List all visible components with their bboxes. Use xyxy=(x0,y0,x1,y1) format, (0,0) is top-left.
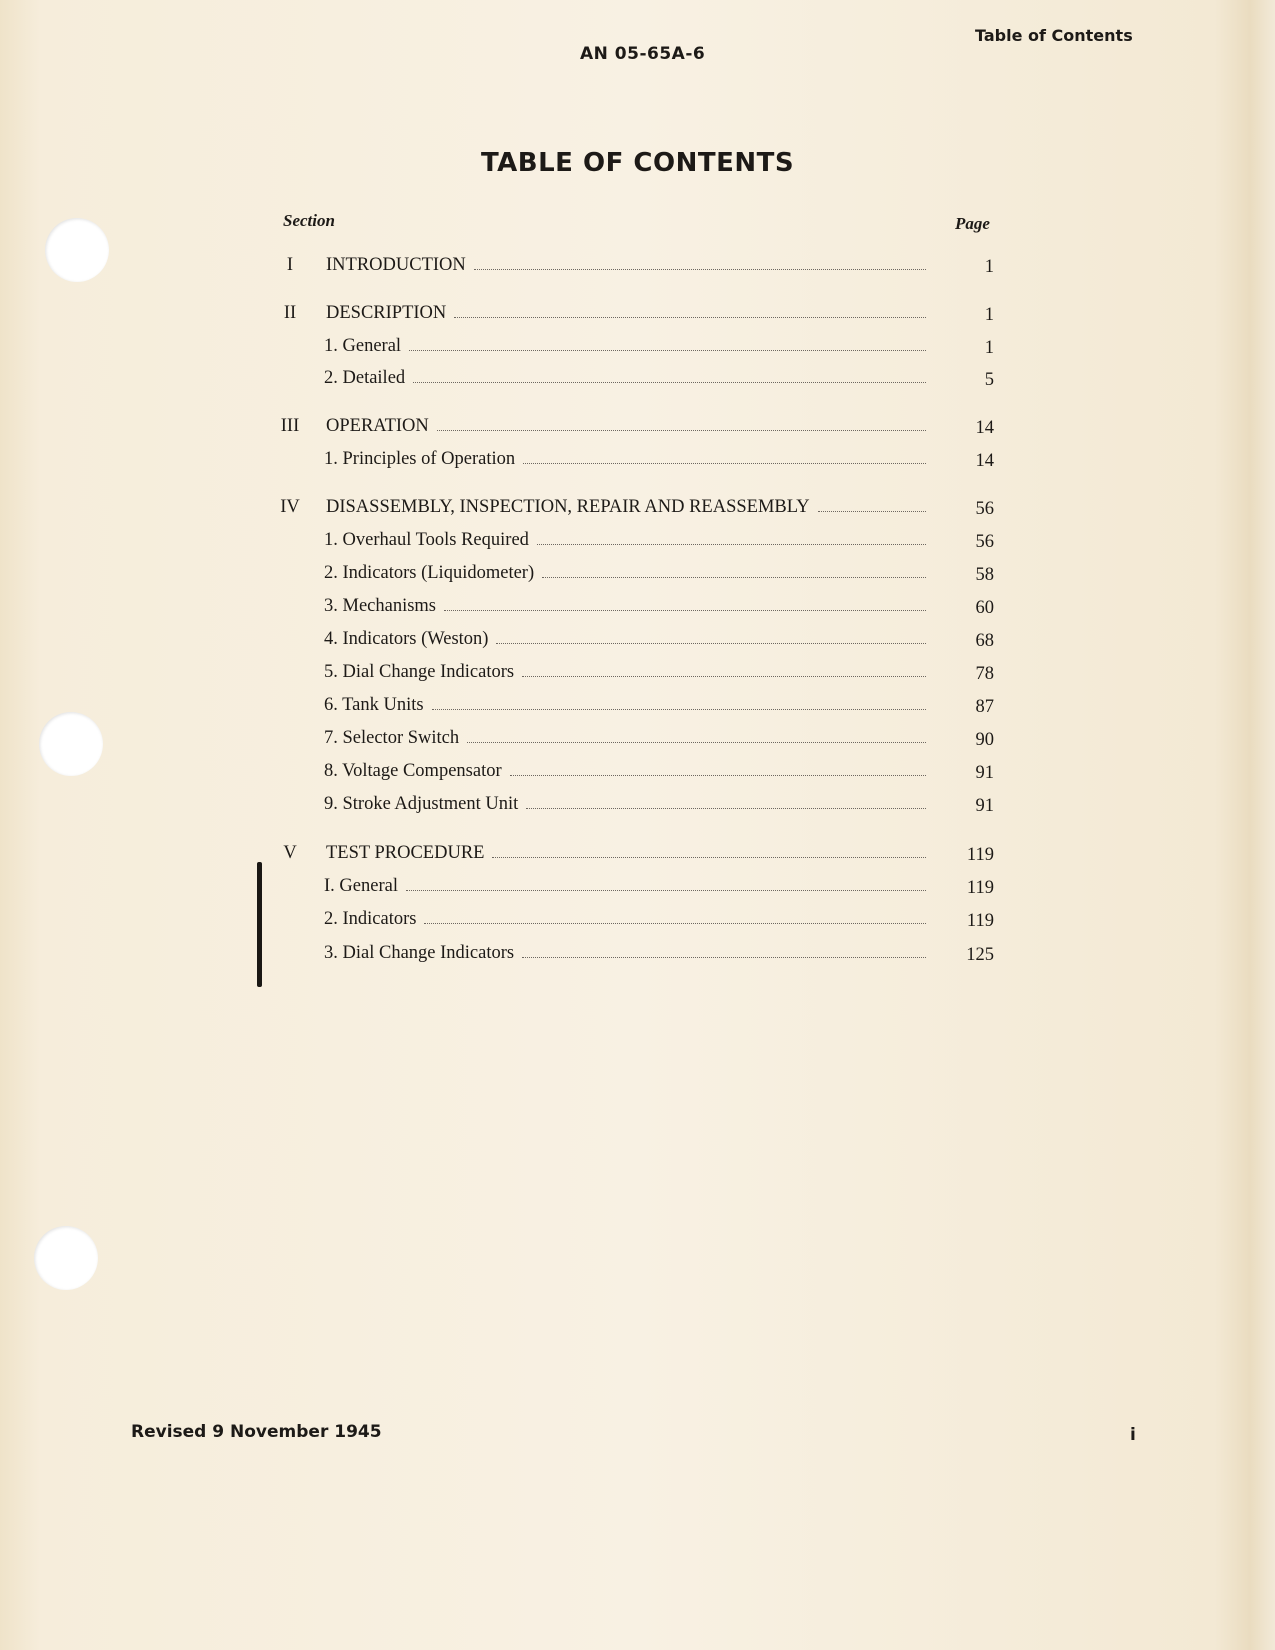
toc-row xyxy=(270,662,995,690)
dot-leader xyxy=(496,642,926,644)
toc-entry-label: 2. Indicators (Liquidometer) xyxy=(324,563,535,583)
toc-entry-label: 1. Overhaul Tools Required xyxy=(324,530,529,550)
dot-leader xyxy=(537,543,926,545)
toc-row xyxy=(270,416,995,444)
toc-entry-label: INTRODUCTION xyxy=(326,255,466,275)
revision-change-bar xyxy=(257,862,262,987)
toc-page-number: 14 xyxy=(975,451,994,471)
toc-page-number: 14 xyxy=(975,418,994,438)
dot-leader xyxy=(424,922,926,924)
toc-row xyxy=(270,876,995,904)
toc-section-numeral: IV xyxy=(280,497,300,517)
dot-leader xyxy=(413,381,926,383)
toc-entry-label: 9. Stroke Adjustment Unit xyxy=(324,794,519,814)
toc-entry-label: TEST PROCEDURE xyxy=(326,843,485,863)
page-number: i xyxy=(1130,1425,1136,1445)
toc-page-number: 1 xyxy=(984,257,994,277)
dot-leader xyxy=(522,956,926,958)
toc-page-number: 58 xyxy=(975,565,994,585)
toc-page-number: 1 xyxy=(984,338,994,358)
toc-entry-label: 5. Dial Change Indicators xyxy=(324,662,515,682)
dot-leader xyxy=(409,349,926,351)
toc-page-number: 91 xyxy=(975,763,994,783)
punch-hole-middle xyxy=(39,712,103,776)
toc-page-number: 68 xyxy=(975,631,994,651)
toc-page-number: 56 xyxy=(975,499,994,519)
toc-page-number: 125 xyxy=(966,945,994,965)
toc-page-number: 87 xyxy=(975,697,994,717)
toc-entry-label: DESCRIPTION xyxy=(326,303,447,323)
punch-hole-top xyxy=(45,218,109,282)
toc-row xyxy=(270,596,995,624)
toc-entry-label: 4. Indicators (Weston) xyxy=(324,629,489,649)
toc-page-number: 60 xyxy=(975,598,994,618)
dot-leader xyxy=(492,856,926,858)
toc-row xyxy=(270,368,995,396)
revision-date: Revised 9 November 1945 xyxy=(131,1422,382,1442)
toc-page-number: 5 xyxy=(984,370,994,390)
section-column-label: Section xyxy=(283,211,335,230)
toc-page-number: 119 xyxy=(966,845,994,865)
toc-row xyxy=(270,794,995,822)
toc-entry-label: OPERATION xyxy=(326,416,429,436)
toc-row xyxy=(270,336,995,364)
toc-section-numeral: III xyxy=(280,416,300,436)
toc-entry-label: DISASSEMBLY, INSPECTION, REPAIR AND REASSEMBLY xyxy=(326,497,810,517)
toc-page-number: 119 xyxy=(966,911,994,931)
toc-row xyxy=(270,843,995,871)
toc-section-numeral: V xyxy=(283,843,297,863)
toc-row xyxy=(270,497,995,525)
dot-leader xyxy=(467,741,926,743)
toc-row xyxy=(270,695,995,723)
toc-row xyxy=(270,303,995,331)
dot-leader xyxy=(444,609,926,611)
toc-row xyxy=(270,255,995,283)
toc-entry-label: 1. Principles of Operation xyxy=(324,449,516,469)
dot-leader xyxy=(818,510,926,512)
toc-entry-label: 7. Selector Switch xyxy=(324,728,460,748)
toc-page-number: 91 xyxy=(975,796,994,816)
dot-leader xyxy=(542,576,926,578)
toc-row xyxy=(270,909,995,937)
dot-leader xyxy=(437,429,926,431)
page-column-label: Page xyxy=(955,214,990,233)
toc-entry-label: 1. General xyxy=(324,336,402,356)
toc-page-number: 56 xyxy=(975,532,994,552)
toc-row xyxy=(270,449,995,477)
toc-entry-label: 6. Tank Units xyxy=(324,695,424,715)
toc-page-number: 78 xyxy=(975,664,994,684)
toc-row xyxy=(270,530,995,558)
dot-leader xyxy=(406,889,926,891)
toc-page-number: 119 xyxy=(966,878,994,898)
punch-hole-bottom xyxy=(34,1226,98,1290)
header-section-title: Table of Contents xyxy=(975,26,1133,45)
toc-row xyxy=(270,728,995,756)
toc-row xyxy=(270,563,995,591)
toc-row xyxy=(270,629,995,657)
dot-leader xyxy=(522,675,926,677)
toc-section-numeral: II xyxy=(283,303,297,323)
document-number: AN 05-65A-6 xyxy=(580,44,706,64)
dot-leader xyxy=(474,268,926,270)
toc-entry-label: 2. Detailed xyxy=(324,368,406,388)
toc-row xyxy=(270,761,995,789)
toc-entry-label: 3. Mechanisms xyxy=(324,596,437,616)
page-title: TABLE OF CONTENTS xyxy=(480,148,795,178)
dot-leader xyxy=(523,462,926,464)
toc-page-number: 1 xyxy=(984,305,994,325)
toc-entry-label: 3. Dial Change Indicators xyxy=(324,943,515,963)
dot-leader xyxy=(432,708,926,710)
dot-leader xyxy=(510,774,926,776)
dot-leader xyxy=(454,316,926,318)
toc-entry-label: 8. Voltage Compensator xyxy=(324,761,502,781)
dot-leader xyxy=(526,807,926,809)
toc-entry-label: 2. Indicators xyxy=(324,909,417,929)
toc-entry-label: I. General xyxy=(324,876,398,896)
toc-page-number: 90 xyxy=(975,730,994,750)
toc-row xyxy=(270,943,995,971)
toc-section-numeral: I xyxy=(286,255,294,275)
